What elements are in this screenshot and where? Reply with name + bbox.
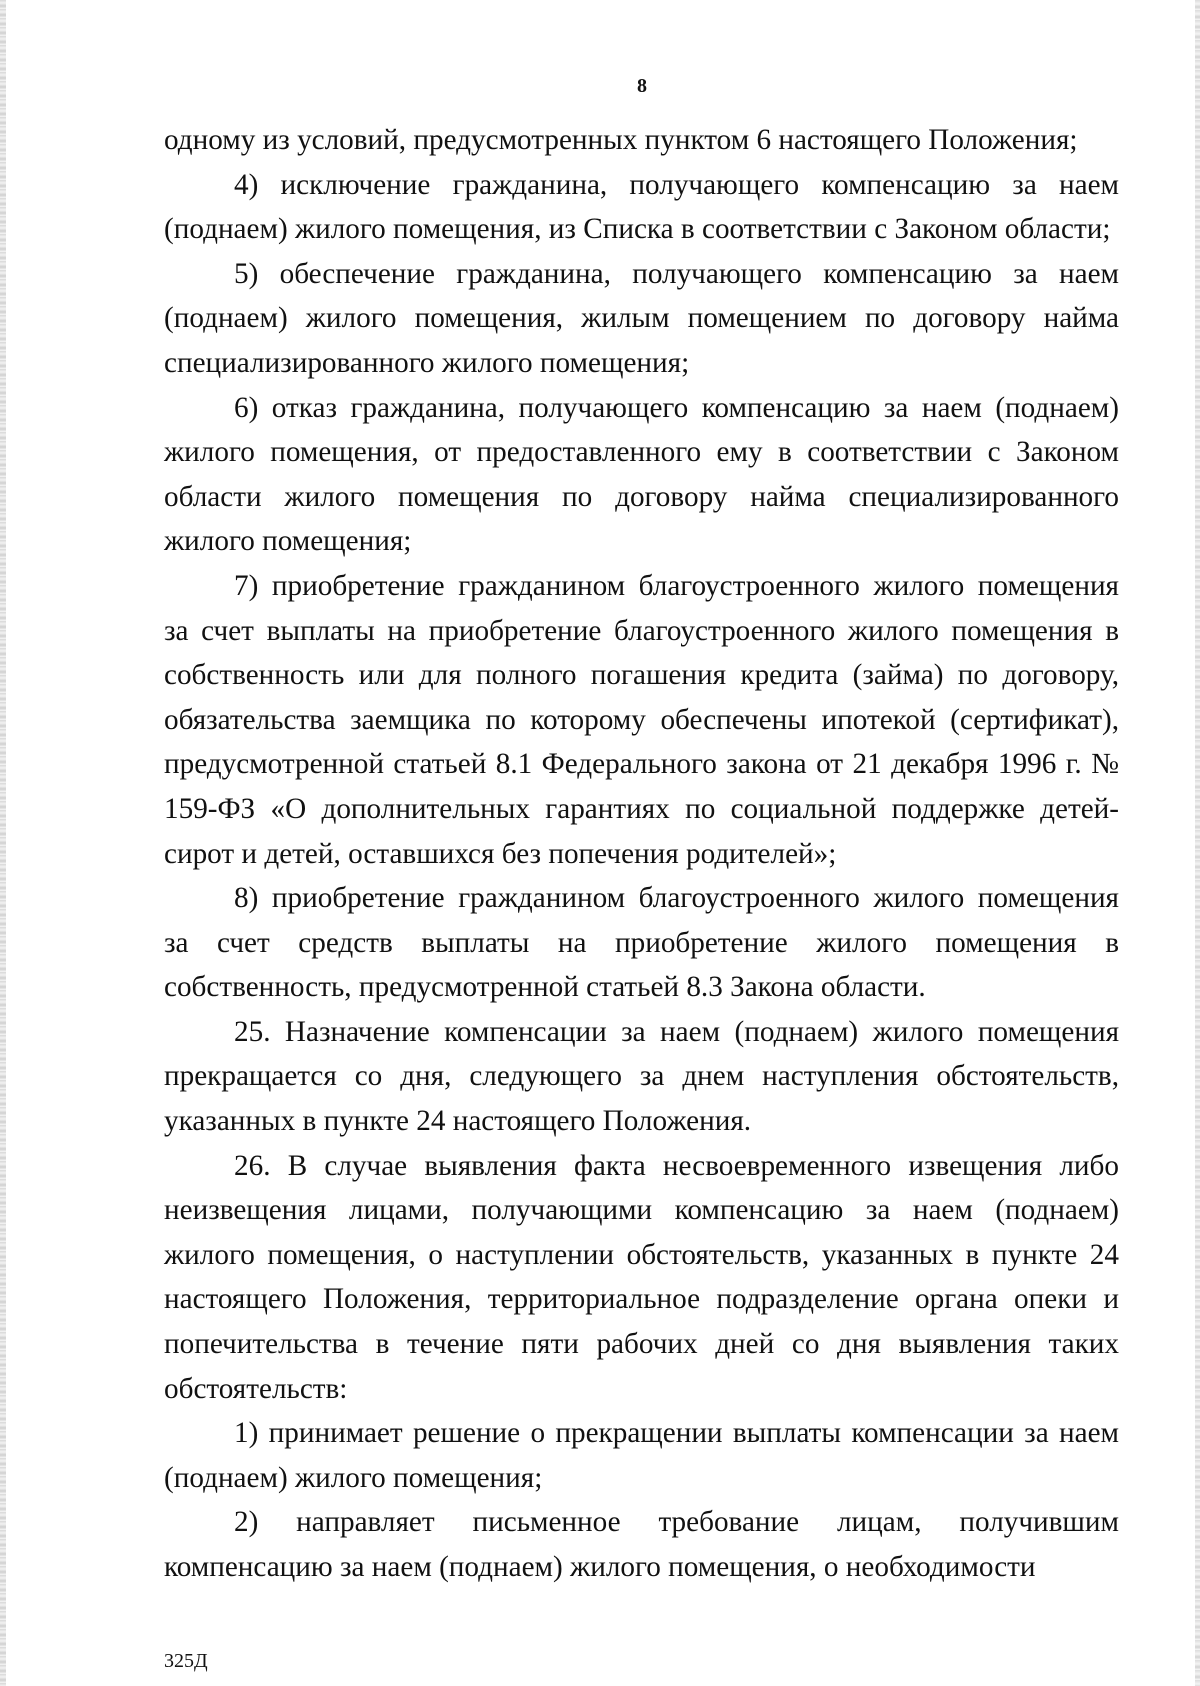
paragraph-item-8: 8) приобретение гражданином благоустроенного жилого помещения за счет средств выплаты на приобретение жилого помещения в собственность, предусмотренной статьей 8.3 Закона области.	[164, 882, 1119, 1004]
document-code: 325Д	[164, 1650, 208, 1672]
scan-edge-left	[0, 0, 6, 1686]
paragraph-continuation: одному из условий, предусмотренных пунктом 6 настоящего Положения;	[164, 124, 1078, 156]
paragraph-clause-26: 26. В случае выявления факта несвоевременного извещения либо неизвещения лицами, получающими компенсацию за наем (поднаем) жилого помещения, о наступлении обстоятельств, указанных в пункте 24 настоящего Положения, территориальное подразделение органа опеки и попечительства в течение пяти рабочих дней со дня выявления таких обстоятельств:	[164, 1149, 1119, 1405]
document-body	[164, 118, 1119, 1590]
page-number: 8	[637, 75, 647, 97]
paragraph-item-4: 4) исключение гражданина, получающего компенсацию за наем (поднаем) жилого помещения, из Списка в соответствии с Законом области;	[164, 168, 1119, 246]
paragraph-item-5: 5) обеспечение гражданина, получающего компенсацию за наем (поднаем) жилого помещения, жилым помещением по договору найма специализированного жилого помещения;	[164, 257, 1119, 379]
scan-edge-right	[1195, 0, 1200, 1686]
paragraph-item-7: 7) приобретение гражданином благоустроенного жилого помещения за счет выплаты на приобретение благоустроенного жилого помещения в собственность или для полного погашения кредита (займа) по договору, обязательства заемщика по которому обеспечены ипотекой (сертификат), предусмотренной статьей 8.1 Федерального закона от 21 декабря 1996 г. № 159-ФЗ «О дополнительных гарантиях по социальной поддержке детей-сирот и детей, оставшихся без попечения родителей»;	[164, 569, 1119, 870]
paragraph-subitem-2: 2) направляет письменное требование лицам, получившим компенсацию за наем (поднаем) жилого помещения, о необходимости	[164, 1506, 1119, 1583]
paragraph-item-6: 6) отказ гражданина, получающего компенсацию за наем (поднаем) жилого помещения, от предоставленного ему в соответствии с Законом области жилого помещения по договору найма специализированного жилого помещения;	[164, 391, 1119, 558]
paragraph-clause-25: 25. Назначение компенсации за наем (поднаем) жилого помещения прекращается со дня, следующего за днем наступления обстоятельств, указанных в пункте 24 настоящего Положения.	[164, 1015, 1119, 1138]
paragraph-subitem-1: 1) принимает решение о прекращении выплаты компенсации за наем (поднаем) жилого помещения;	[164, 1417, 1119, 1494]
